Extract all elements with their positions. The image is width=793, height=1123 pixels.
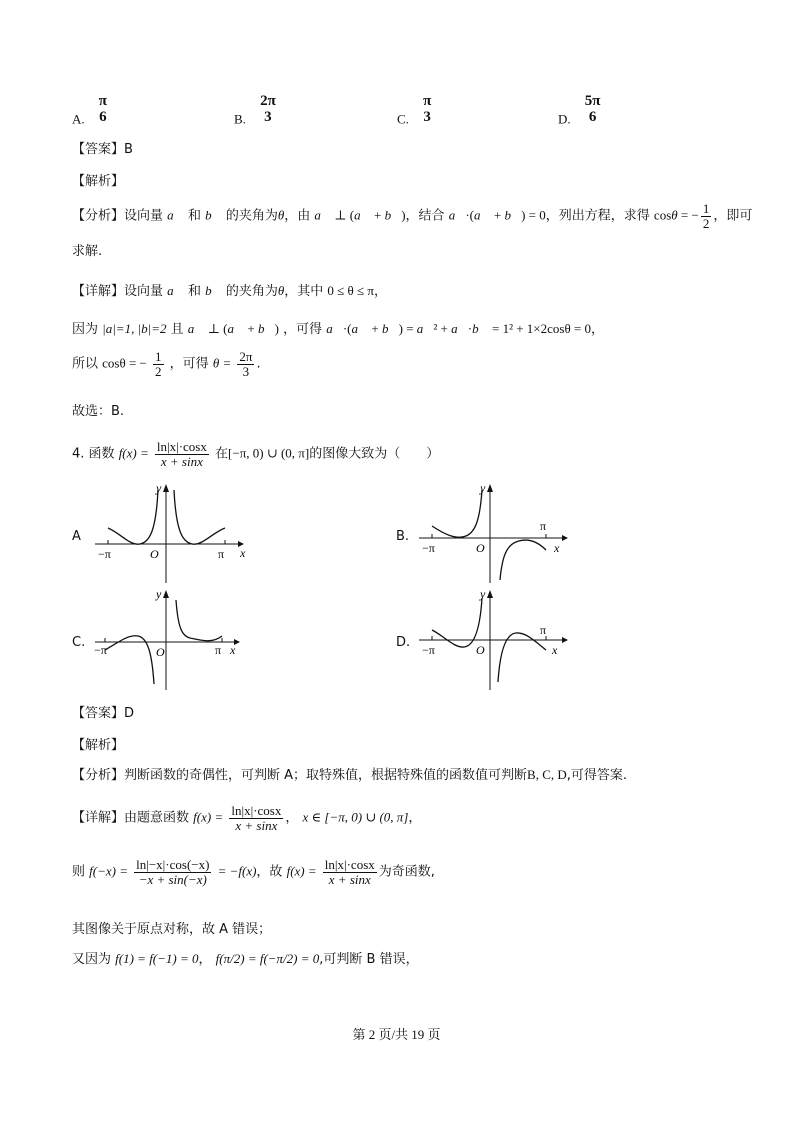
graph-a-origin: O [150,547,159,561]
option-c-value: π 3 [423,93,432,125]
q3-analysis-tag: 【解析】 [72,174,125,189]
option-b [234,93,280,136]
option-c [397,93,435,136]
graph-b-negpi: −π [422,541,435,555]
graph-d [414,584,574,692]
q3-fenxi-line1: 【分析】设向量 a⃗ 和 b⃗ 的夹角为θ，由 a⃗ ⊥ (a⃗ + b⃗)，结合 a⃗·(a⃗ + b⃗) = 0，列出方程，求得 cosθ = − $\frac{1}{2}$ ，即可 [72,201,753,231]
q3-options-row [72,94,712,130]
q3-fenxi-line2: 求解. [72,244,103,259]
graph-a-negpi: −π [98,547,111,561]
answer-value: B [124,142,133,157]
graph-a [90,478,250,583]
q3-choose: 故选：B. [72,404,125,419]
graph-b-x-label: x [554,541,560,555]
graph-b-label: B. [396,529,410,544]
graph-a-label: A [72,529,81,544]
option-d-value: 5π 6 [584,93,601,125]
graph-d-label: D. [396,635,411,650]
q3-answer [72,138,133,157]
graph-c-negpi: −π [94,643,107,657]
option-d-label: D. [558,111,571,127]
q3-xiangjie-line2: 因为 |a|=1, |b|=2 且 a⃗ ⊥ (a⃗ + b⃗) ，可得 a⃗·(a⃗ + b⃗) = a⃗² + a⃗·b⃗ = 1² + 1×2cosθ = 0， [72,321,605,337]
q4-analysis-tag: 【解析】 [72,738,125,753]
graph-c-x-label: x [230,643,236,657]
option-a-value: π 6 [98,93,107,125]
q4-xiangjie-line1: 【详解】由题意函数 f(x) = $\frac{\ln|x|\cdot\cos x}{x + \sin x}$ ， x ∈ [−π, 0) ∪ (0, π]， [72,803,422,833]
graph-d-origin: O [476,643,485,657]
option-b-value: 2π 3 [260,93,276,125]
answer-tag: 【答案】 [72,142,125,157]
graph-a-y-label: y [156,481,162,495]
graph-d-y-label: y [480,587,486,601]
graph-b-pi: π [540,519,547,533]
graph-c [90,584,250,692]
option-b-label: B. [234,111,246,127]
option-a [72,93,111,136]
q4-fenxi: 【分析】判断函数的奇偶性，可判断 A；取特殊值，根据特殊值的函数值可判断B, C, D,可得答案. [72,767,628,783]
q4-xiangjie-line4: 又因为 f(1) = f(−1) = 0， f(π/2) = f(−π/2) = 0,可判断 B 错误， [72,951,419,967]
graph-d-pi: π [540,623,547,637]
q4-answer: 【答案】D [72,706,135,721]
graph-a-pi: π [218,547,225,561]
graph-b-y-label: y [480,481,486,495]
graph-a-x-label: x [240,546,246,560]
graph-d-x-label: x [552,643,558,657]
q4-stem: 4. 函数 f(x) = $\frac{\ln|x|\cdot\cos x}{x + \sin x}$ 在[−π, 0) ∪ (0, π]的图像大致为（ ） [72,439,440,469]
graph-c-label: C. [72,635,86,650]
graph-b [414,478,574,583]
graph-c-pi: π [215,643,222,657]
graph-c-y-label: y [156,587,162,601]
q4-sym: 其图像关于原点对称，故 A 错误； [72,922,272,937]
q3-xiangjie-line1: 【详解】设向量 a⃗ 和 b⃗ 的夹角为θ，其中 0 ≤ θ ≤ π， [72,283,387,299]
option-c-label: C. [397,111,409,127]
q4-xiangjie-line2: 则 f(−x) = $\frac{\ln|-x|\cdot\cos(-x)}{-x + \sin(-x)}$ = −f(x)，故 f(x) = $\frac{\ln|x|\cdot\cos x}{x + \sin x}$ 为奇函数, [72,857,435,887]
option-d [558,93,605,136]
page-footer: 第 2 页/共 19 页 [352,1027,441,1042]
graph-d-negpi: −π [422,643,435,657]
option-a-label: A. [72,111,85,127]
q3-xiangjie-line3: 所以 cosθ = − $\frac{1}{2}$ ，可得 θ = $\frac{2\pi}{3}$ . [72,349,261,379]
graph-c-origin: O [156,645,165,659]
graph-b-origin: O [476,541,485,555]
